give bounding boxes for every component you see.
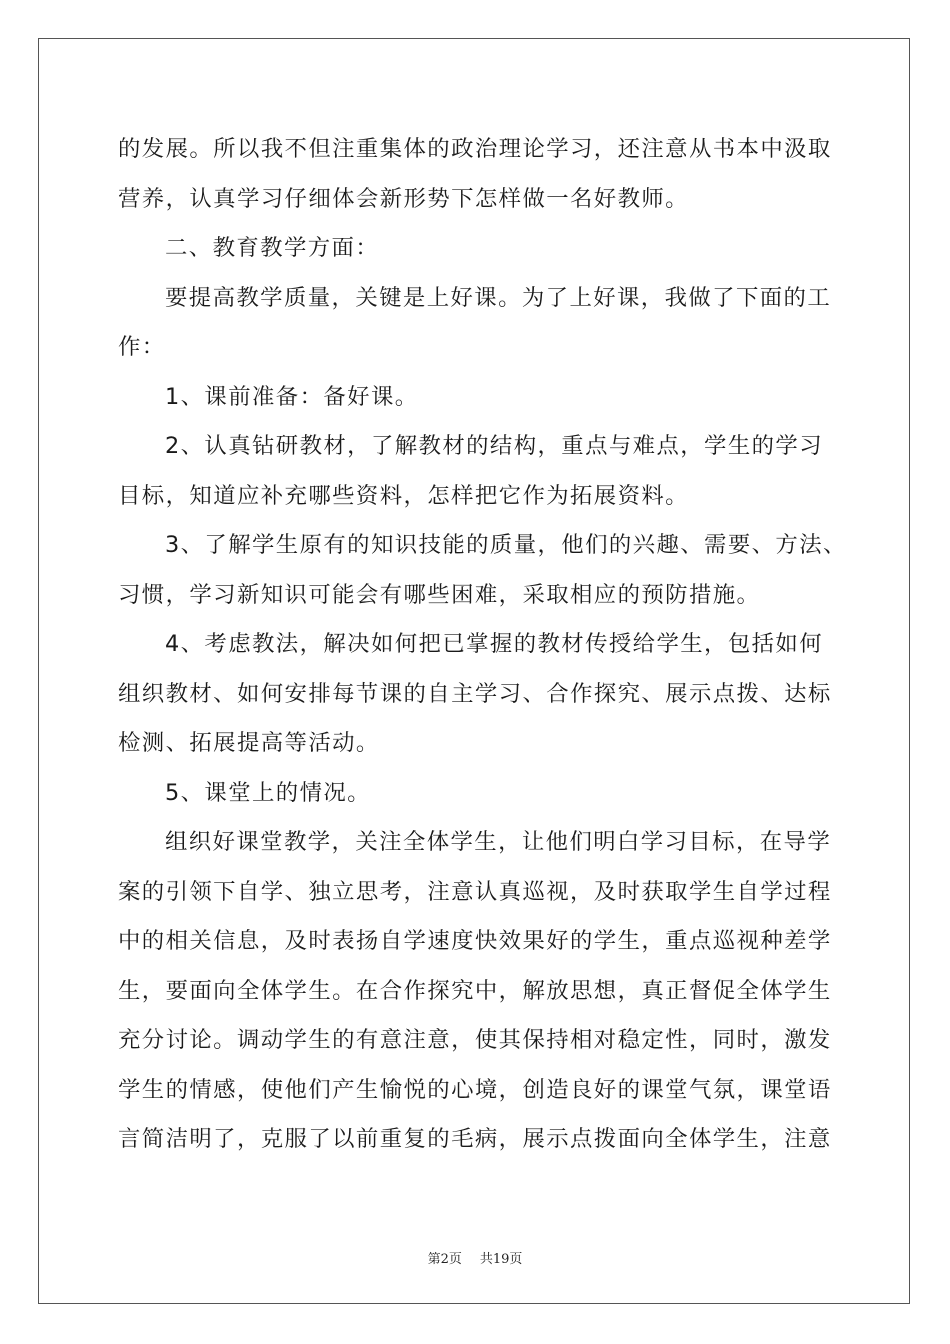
text-line: 习惯，学习新知识可能会有哪些困难，采取相应的预防措施。 <box>118 581 761 608</box>
document-body <box>118 128 847 1168</box>
paragraph <box>118 227 838 277</box>
text-line: 学生的情感，使他们产生愉悦的心境，创造良好的课堂气氛，课堂语 <box>118 1076 832 1103</box>
text-line: 目标，知道应补充哪些资料，怎样把它作为拓展资料。 <box>118 482 689 509</box>
text-line: 二、教育教学方面： <box>165 235 380 261</box>
paragraph <box>118 376 838 426</box>
text-line: 4、考虑教法，解决如何把已掌握的教材传授给学生，包括如何 <box>165 631 823 657</box>
text-line: 2、认真钻研教材，了解教材的结构，重点与难点，学生的学习 <box>165 433 823 459</box>
text-line: 营养，认真学习仔细体会新形势下怎样做一名好教师。 <box>118 185 689 212</box>
text-line: 组织好课堂教学，关注全体学生，让他们明白学习目标，在导学 <box>165 829 832 855</box>
text-line: 5、课堂上的情况。 <box>165 779 371 806</box>
paragraph <box>118 425 838 524</box>
text-line: 的发展。所以我不但注重集体的政治理论学习，还注意从书本中汲取 <box>118 136 832 162</box>
paragraph <box>118 524 847 623</box>
text-line: 要提高教学质量，关键是上好课。为了上好课，我做了下面的工 <box>165 284 832 311</box>
text-line: 言简洁明了，克服了以前重复的毛病，展示点拨面向全体学生，注意 <box>118 1126 832 1152</box>
page-footer <box>0 1248 950 1267</box>
paragraph <box>118 772 838 822</box>
text-line: 3、了解学生原有的知识技能的质量，他们的兴趣、需要、方法、 <box>165 532 847 558</box>
text-line: 充分讨论。调动学生的有意注意，使其保持相对稳定性，同时，激发 <box>118 1027 832 1053</box>
paragraph <box>118 277 838 376</box>
paragraph <box>118 821 838 1168</box>
paragraph <box>118 623 838 772</box>
paragraph <box>118 128 838 227</box>
page-number: 第2页 <box>427 1252 462 1267</box>
text-line: 1、课前准备：备好课。 <box>165 383 419 410</box>
text-line: 组织教材、如何安排每节课的自主学习、合作探究、展示点拨、达标 <box>118 680 832 707</box>
page-total: 共19页 <box>479 1252 523 1267</box>
text-line: 生，要面向全体学生。在合作探究中，解放思想，真正督促全体学生 <box>118 977 832 1004</box>
text-line: 检测、拓展提高等活动。 <box>118 730 380 756</box>
text-line: 中的相关信息，及时表扬自学速度快效果好的学生，重点巡视种差学 <box>118 928 832 954</box>
text-line: 案的引领下自学、独立思考，注意认真巡视，及时获取学生自学过程 <box>118 878 832 905</box>
text-line: 作： <box>118 334 166 360</box>
